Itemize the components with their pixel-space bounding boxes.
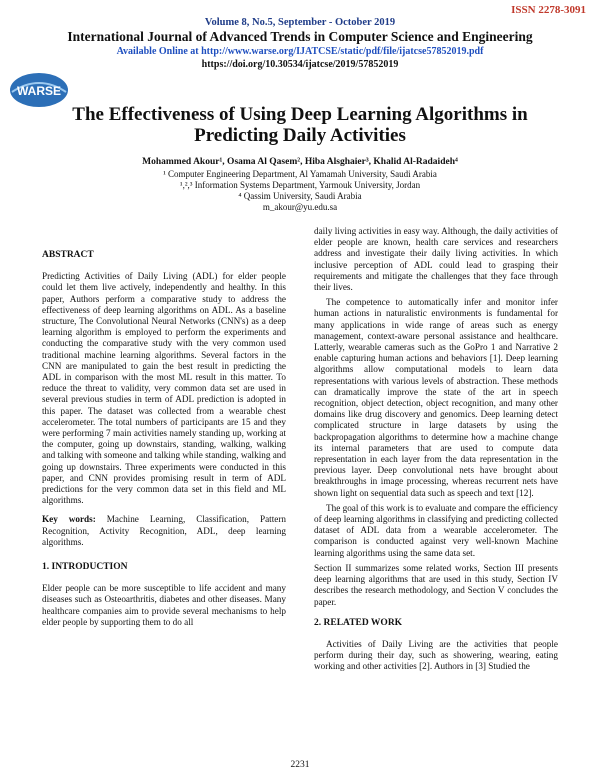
affiliation-line: ¹,²,³ Information Systems Department, Yarmouk University, Jordan: [179, 180, 421, 190]
page-number: 2231: [290, 760, 310, 770]
doi-link[interactable]: https://doi.org/10.30534/ijatcse/2019/57852019: [201, 59, 399, 70]
affiliation-line: ⁴ Qassim University, Saudi Arabia: [238, 191, 362, 201]
paper-title: The Effectiveness of Using Deep Learning Algorithms in Predicting Daily Activities: [72, 104, 528, 146]
paragraph: The competence to automatically infer and monitor infer human actions in naturalistic environments is fundamental for many applications in wide range of areas such as energy management, context-aware personal assistance and healthcare. Latterly, wearable cameras such as the GoPro 1 and Narrative 2 enable capturing human actions and behaviors [1]. Deep learning algorithms allow computational models to learn data representations with various levels of abstraction. These methods can dramatically improve the state of the art in speech recognition, object detection, object recognition, and many other domains like drug discovery and genomics. Deep learning detect complicated structure in large datasets by using the backpropagation algorithms to determine how a machine change its internal parameters that are used to compute data representation in each layer from the data representation in the previous layer. Deep convolutional nets have brought about breakthroughs in image processing, whereas recurrent nets have shown light on sequential data such as speech and text [12].: [314, 297, 558, 498]
keywords-label: Key words:: [42, 514, 96, 525]
issn-label: ISSN 2278-3091: [511, 4, 586, 16]
paragraph: The goal of this work is to evaluate and compare the efficiency of deep learning algorithms in classifying and predicting collected dataset of ADL data from a wearable accelerometer. The comparison is conducted against very well-known Machine learning algorithms using the same data set.: [314, 502, 558, 558]
volume-line: Volume 8, No.5, September - October 2019: [204, 17, 396, 28]
related-work-heading: 2. RELATED WORK: [314, 617, 403, 628]
keywords-text: Machine Learning, Classification, Pattern Recognition, Activity Recognition, ADL, deep learning algorithms.: [42, 514, 286, 547]
available-online-link[interactable]: Available Online at http://www.warse.org/IJATCSE/static/pdf/file/ijatcse57852019.pdf: [116, 46, 484, 57]
paragraph: daily living activities in easy way. Although, the daily activities of elder people are known, health care services and researchers address and investigate their daily living activities. In which inclusive perception of ADL could lead to grasping their requirements and mitigate the challenges that they face through their lives.: [314, 226, 558, 293]
logo-text: WARSE: [16, 84, 62, 98]
abstract-text: Predicting Activities of Daily Living (ADL) for elder people could let them live actively, independently and healthy. In this paper, Authors perform a comparative study to address the effectiveness of deep learning algorithms on ADL. As a baseline structure, The Convolutional Neural Networks (CNN's) as a deep learning algorithm is employed to perform the experiments and conducting the comparative study with the very common used traditional machine learning algorithms. Several factors in the CNN are manipulated to gain the best result in predicting the ADL in comparison with the most ML result in this matter. To reduce the threat to validity, very common data set are used in several previous studies in term of ADL prediction is adopted in this paper. The dataset was collected from a wearable chest accelerometer. The total numbers of participants are 15 and they were performing 7 main activities namely standing up, working at the computer, going up downstairs, standing, walking, walking and talking with someone and talking while standing, walking and going up downstairs. Three experiments were conducted in this paper, and CNN provides promising result in term of ADL predictions for the very common data set in this field and ML algorithms.: [42, 271, 286, 506]
introduction-text: Elder people can be more susceptible to life accident and many diseases such as Osteoarthritis, diabetes and other diseases. Many healthcare companies aim to provide several mechanisms to help elder people by supporting them to do all: [42, 583, 286, 627]
journal-name: International Journal of Advanced Trends in Computer Science and Engineering: [67, 29, 533, 44]
right-column: [314, 226, 558, 677]
paragraph: Section II summarizes some related works, Section III presents deep learning algorithms that are used in this study, Section IV describes the research methodology, and Section V concludes the paper.: [314, 562, 558, 607]
left-column: [42, 250, 286, 632]
abstract-heading: ABSTRACT: [42, 250, 94, 260]
introduction-heading: 1. INTRODUCTION: [42, 562, 128, 573]
keywords: [42, 514, 286, 548]
author-list: Mohammed Akour¹, Osama Al Qasem², Hiba Alsghaier³, Khalid Al-Radaideh⁴: [142, 157, 458, 167]
affiliation-line: ¹ Computer Engineering Department, Al Yamamah University, Saudi Arabia: [163, 169, 437, 179]
author-email: m_akour@yu.edu.sa: [262, 202, 338, 212]
paragraph: Activities of Daily Living are the activities that people perform during their day, such as showering, wearing, eating working and other activities [2]. Authors in [3] Studied the: [314, 638, 558, 672]
